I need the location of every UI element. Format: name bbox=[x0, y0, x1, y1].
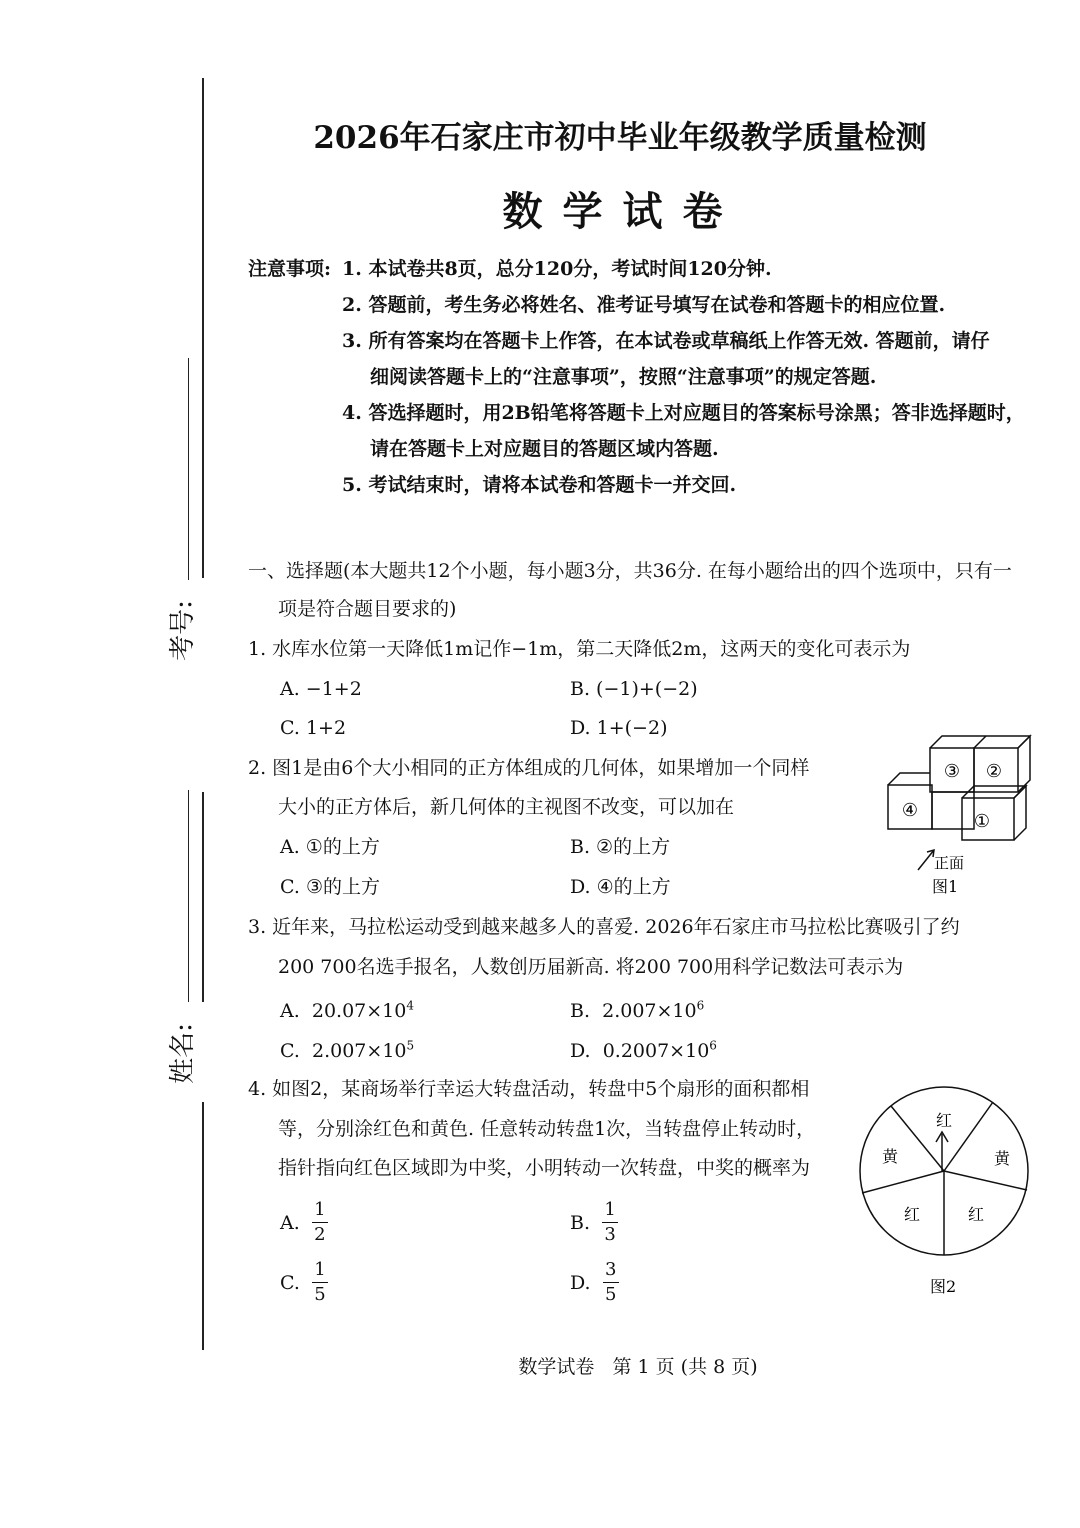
q4-a-fraction bbox=[312, 1200, 328, 1245]
q4-b-den: 3 bbox=[604, 1224, 616, 1245]
exam-no-label: 考号: bbox=[167, 600, 198, 661]
q4-stem-2: 等，分别涂红色和黄色. 任意转动转盘1次，当转盘停止转动时， bbox=[278, 1118, 816, 1140]
figure-2-caption: 图2 bbox=[930, 1277, 957, 1296]
q4-d-num: 3 bbox=[604, 1259, 617, 1280]
name-blank-line bbox=[188, 790, 189, 1002]
q2-stem-1: 2. 图1是由6个大小相同的正方体组成的几何体，如果增加一个同样 bbox=[248, 757, 810, 779]
q4-b-num: 1 bbox=[604, 1199, 616, 1220]
q3-stem-2: 200 700名选手报名，人数创历届新高. 将200 700用科学记数法可表示为 bbox=[278, 956, 904, 978]
q4-d-fraction bbox=[603, 1260, 619, 1305]
q3-option-c bbox=[280, 1040, 414, 1062]
q2-option-a: A. ①的上方 bbox=[280, 836, 380, 858]
cube-3-label: ③ bbox=[943, 761, 961, 782]
q1-stem: 1. 水库水位第一天降低1m记作−1m，第二天降低2m，这两天的变化可表示为 bbox=[248, 638, 911, 660]
cube-2-label: ② bbox=[985, 761, 1003, 782]
q4-option-d bbox=[570, 1260, 619, 1305]
figure-1-caption: 图1 bbox=[932, 877, 959, 896]
q4-stem-3: 指针指向红色区域即为中奖，小明转动一次转盘，中奖的概率为 bbox=[278, 1157, 811, 1179]
q4-option-a bbox=[280, 1200, 328, 1245]
q1-option-b: B. (−1)+(−2) bbox=[570, 678, 698, 700]
q3-stem-1: 3. 近年来，马拉松运动受到越来越多人的喜爱. 2026年石家庄市马拉松比赛吸引了约 bbox=[248, 916, 960, 938]
notice-item-3: 3. 所有答案均在答题卡上作答，在本试卷或草稿纸上作答无效. 答题前，请仔 bbox=[342, 330, 990, 352]
q1-option-c: C. 1+2 bbox=[280, 717, 347, 739]
q4-c-num: 1 bbox=[314, 1259, 326, 1280]
q4-c-den: 5 bbox=[314, 1284, 326, 1305]
q3-option-d bbox=[570, 1040, 717, 1062]
q1-option-d: D. 1+(−2) bbox=[570, 717, 668, 739]
q3-option-a bbox=[280, 1000, 414, 1022]
q3-a-exp: 4 bbox=[406, 998, 414, 1013]
q4-b-fraction bbox=[602, 1200, 618, 1245]
q3-c-base: 2.007×10 bbox=[312, 1040, 407, 1062]
section-heading: 一、选择题(本大题共12个小题，每小题3分，共36分. 在每小题给出的四个选项中，只有一 bbox=[248, 560, 1012, 582]
q3-d-exp: 6 bbox=[709, 1038, 717, 1053]
section-heading-cont: 项是符合题目要求的) bbox=[278, 598, 457, 620]
page-footer: 数学试卷 第 1 页 (共 8 页) bbox=[518, 1356, 758, 1378]
q2-option-b: B. ②的上方 bbox=[570, 836, 671, 858]
q3-b-label: B. bbox=[570, 1000, 591, 1022]
q2-stem-2: 大小的正方体后，新几何体的主视图不改变，可以加在 bbox=[278, 796, 735, 818]
notice-item-5: 5. 考试结束时，请将本试卷和答题卡一并交回. bbox=[342, 474, 737, 496]
figure-1-cubes bbox=[880, 730, 1040, 905]
q4-a-num: 1 bbox=[314, 1199, 326, 1220]
q4-b-label: B. bbox=[570, 1211, 591, 1234]
q3-a-base: 20.07×10 bbox=[311, 1000, 407, 1022]
notice-item-1: 1. 本试卷共8页，总分120分，考试时间120分钟. bbox=[342, 258, 772, 280]
notice-item-4b: 请在答题卡上对应题目的答题区域内答题. bbox=[370, 438, 719, 460]
q3-c-exp: 5 bbox=[406, 1038, 415, 1053]
notice-item-3b: 细阅读答题卡上的“注意事项”，按照“注意事项”的规定答题. bbox=[370, 366, 877, 388]
q3-b-exp: 6 bbox=[696, 998, 705, 1013]
q3-d-base: 0.2007×10 bbox=[602, 1040, 710, 1062]
page-subtitle: 数学试卷 bbox=[502, 188, 743, 235]
q4-option-c bbox=[280, 1260, 328, 1305]
notice-label: 注意事项: bbox=[248, 258, 332, 280]
sector-red-bottom-left: 红 bbox=[904, 1205, 921, 1224]
figure-2-spinner bbox=[852, 1078, 1042, 1308]
q2-option-d: D. ④的上方 bbox=[570, 876, 671, 898]
q4-c-label: C. bbox=[280, 1271, 300, 1294]
q4-a-den: 2 bbox=[314, 1224, 326, 1245]
q4-d-label: D. bbox=[570, 1271, 591, 1294]
cube-4-label: ④ bbox=[901, 800, 919, 821]
q3-option-b bbox=[570, 1000, 704, 1022]
cube-1-label: ① bbox=[973, 811, 991, 832]
q4-c-fraction bbox=[312, 1260, 328, 1305]
sector-yellow-right: 黄 bbox=[994, 1149, 1011, 1168]
name-label: 姓名: bbox=[167, 1023, 198, 1084]
binding-line-bottom bbox=[202, 1102, 204, 1350]
notice-item-2: 2. 答题前，考生务必将姓名、准考证号填写在试卷和答题卡的相应位置. bbox=[342, 294, 946, 316]
q4-d-den: 5 bbox=[604, 1284, 617, 1305]
q2-option-c: C. ③的上方 bbox=[280, 876, 380, 898]
q3-a-label: A. bbox=[280, 1000, 300, 1022]
q4-option-b bbox=[570, 1200, 618, 1245]
q3-c-label: C. bbox=[280, 1040, 300, 1062]
q4-stem-1: 4. 如图2，某商场举行幸运大转盘活动，转盘中5个扇形的面积都相 bbox=[248, 1078, 810, 1100]
page-title: 2026年石家庄市初中毕业年级教学质量检测 bbox=[313, 120, 927, 156]
q3-b-base: 2.007×10 bbox=[602, 1000, 697, 1022]
q1-option-a: A. −1+2 bbox=[280, 678, 362, 700]
q3-d-label: D. bbox=[570, 1040, 591, 1062]
q4-a-label: A. bbox=[280, 1211, 300, 1234]
sector-yellow-left: 黄 bbox=[882, 1147, 899, 1166]
sector-red-bottom-right: 红 bbox=[968, 1205, 985, 1224]
binding-line-mid bbox=[202, 792, 204, 1002]
front-label: 正面 bbox=[934, 854, 965, 872]
sector-red-top: 红 bbox=[936, 1111, 953, 1130]
notice-item-4: 4. 答选择题时，用2B铅笔将答题卡上对应题目的答案标号涂黑；答非选择题时， bbox=[342, 402, 1025, 424]
exam-no-blank-line bbox=[188, 358, 189, 580]
